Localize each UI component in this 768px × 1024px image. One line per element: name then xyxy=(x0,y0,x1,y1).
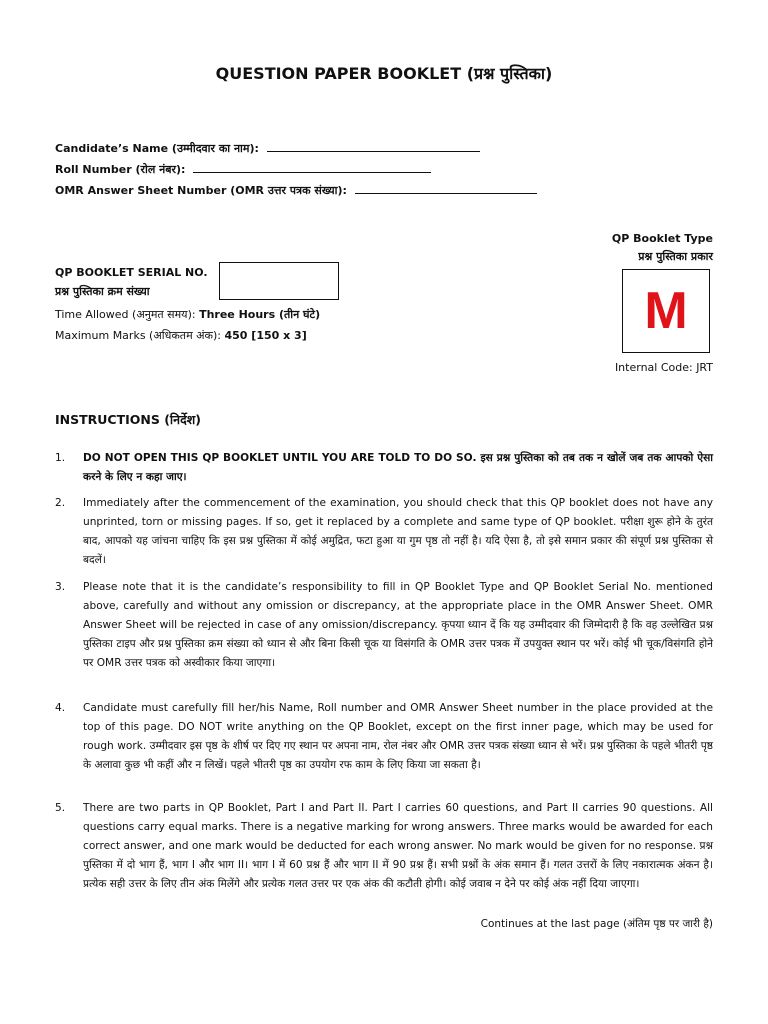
roll-number-label: Roll Number (रोल नंबर): xyxy=(55,163,186,176)
candidate-name-blank xyxy=(267,141,480,152)
instruction-text: DO NOT OPEN THIS QP BOOKLET UNTIL YOU ARE TOLD TO DO SO. इस प्रश्न पुस्तिका को तब तक न खोलें जब तक आपको ऐसा करने के लिए न कहा जाए। xyxy=(83,452,713,483)
internal-code: Internal Code: JRT xyxy=(614,361,713,374)
instruction-text: Candidate must carefully fill her/his Name, Roll number and OMR Answer Sheet number in the place provided at the top of this page. DO NOT write anything on the QP Booklet, except on the first inner page, which may be used for rough work. उम्मीदवार इस पृष्ठ के शीर्ष पर दिए गए स्थान पर अपना नाम, रोल नंबर और OMR उत्तर पत्रक संख्या ध्यान से भरें। प्रश्न पुस्तिका के पहले भीतरी पृष्ठ के अलावा कुछ भी कहीं और न लिखें। पहले भीतरी पृष्ठ का उपयोग रफ काम के लिए किया जा सकता है। xyxy=(83,702,713,771)
instruction-number: 3. xyxy=(55,581,66,593)
maximum-marks-value: 450 [150 x 3] xyxy=(224,329,307,342)
serial-number-box xyxy=(219,262,339,300)
serial-label-en: QP BOOKLET SERIAL NO. xyxy=(55,266,208,279)
instruction-text: There are two parts in QP Booklet, Part I and Part II. Part I carries 60 questions, and Part II carries 90 questions. All questions carry equal marks. There is a negative marking for wrong answers. Three marks would be awarded for each correct answer, and one mark would be deducted for each wrong answer. No mark would be given for no response. प्रश्न पुस्तिका में दो भाग हैं, भाग I और भाग II। भाग I में 60 प्रश्न हैं और भाग II में 90 प्रश्न हैं। सभी प्रश्नों के अंक समान हैं। गलत उत्तरों के लिए नकारात्मक अंकन है। प्रत्येक सही उत्तर के लिए तीन अंक मिलेंगे और प्रत्येक गलत उत्तर पर एक अंक की कटौती होगी। कोई जवाब न देने पर कोई अंक नहीं दिया जाएगा। xyxy=(83,802,713,890)
instruction-text: Please note that it is the candidate’s responsibility to fill in QP Booklet Type and QP Booklet Serial No. mentioned above, carefully and without any omission or discrepancy, at the appropriate place in the OMR Answer Sheet. OMR Answer Sheet will be rejected in case of any omission/discrepancy. कृपया ध्यान दें कि यह उम्मीदवार की जिम्मेदारी है कि वह उल्लेखित प्रश्न पुस्तिका टाइप और प्रश्न पुस्तिका क्रम संख्या को ध्यान से और बिना किसी चूक या विसंगति के OMR उत्तर पत्रक में उपयुक्त स्थान पर भरें। कोई भी चूक/विसंगति होने पर OMR उत्तर पत्रक को अस्वीकार किया जाएगा। xyxy=(83,581,713,669)
instructions-heading: INSTRUCTIONS (निर्देश) xyxy=(55,412,201,427)
instruction-number: 1. xyxy=(55,452,66,464)
booklet-type-label-hi: प्रश्न पुस्तिका प्रकार xyxy=(638,250,713,263)
time-allowed xyxy=(55,307,320,322)
continues-note: Continues at the last page (अंतिम पृष्ठ पर जारी है) xyxy=(480,918,713,930)
candidate-name-field xyxy=(55,141,480,156)
maximum-marks-label: Maximum Marks (अधिकतम अंक): xyxy=(55,329,225,342)
instruction-number: 2. xyxy=(55,497,66,509)
omr-number-label: OMR Answer Sheet Number (OMR उत्तर पत्रक संख्या): xyxy=(55,184,347,197)
roll-number-blank xyxy=(193,162,431,173)
omr-number-blank xyxy=(355,183,537,194)
maximum-marks xyxy=(55,328,307,343)
booklet-type-label-en: QP Booklet Type xyxy=(611,232,713,245)
instruction-number: 5. xyxy=(55,802,66,814)
time-allowed-label: Time Allowed (अनुमत समय): xyxy=(55,308,200,321)
instruction-number: 4. xyxy=(55,702,66,714)
roll-number-field xyxy=(55,162,431,177)
omr-number-field xyxy=(55,183,537,198)
page-title: QUESTION PAPER BOOKLET (प्रश्न पुस्तिका) xyxy=(215,64,553,83)
instruction-text: Immediately after the commencement of the examination, you should check that this QP booklet does not have any unprinted, torn or missing pages. If so, get it replaced by a complete and same type of QP booklet. परीक्षा शुरू होने के तुरंत बाद, आपको यह जांचना चाहिए कि इस प्रश्न पुस्तिका में कोई अमुद्रित, फटा हुआ या गुम पृष्ठ तो नहीं है। यदि ऐसा है, तो इसे समान प्रकार की संपूर्ण प्रश्न पुस्तिका से बदलें। xyxy=(83,497,713,566)
serial-label-hi: प्रश्न पुस्तिका क्रम संख्या xyxy=(55,285,150,298)
booklet-type-box: M xyxy=(622,269,710,353)
time-allowed-value: Three Hours (तीन घंटे) xyxy=(199,308,321,321)
candidate-name-label: Candidate’s Name (उम्मीदवार का नाम): xyxy=(55,142,259,155)
